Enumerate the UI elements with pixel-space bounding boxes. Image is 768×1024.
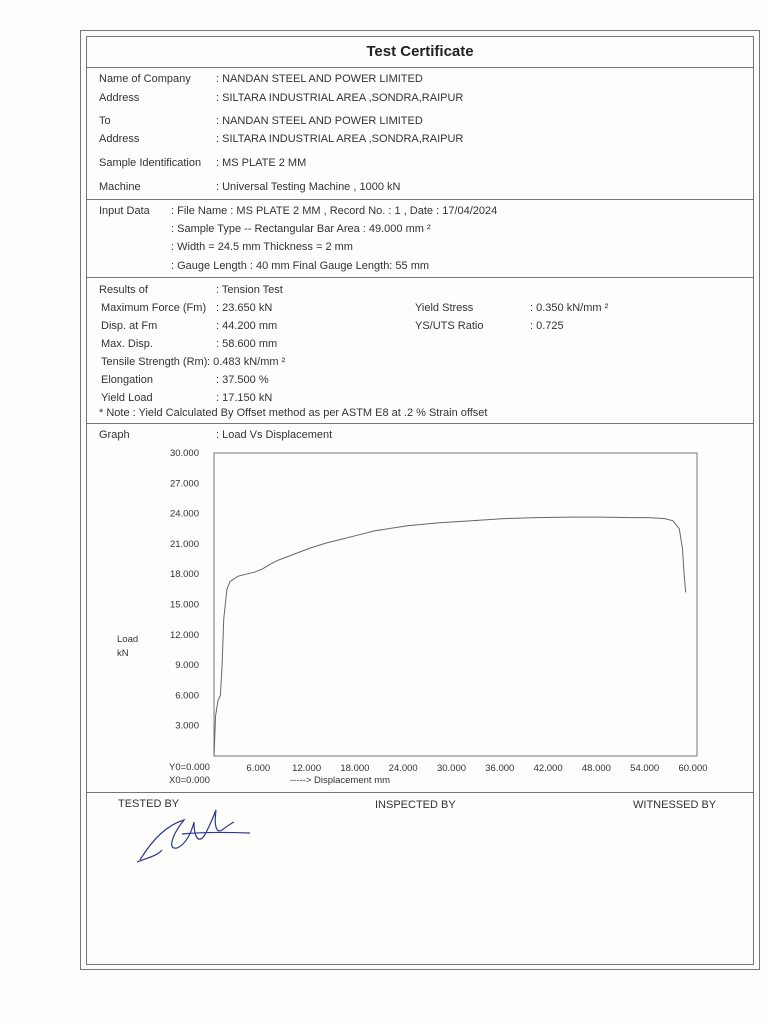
- y-tick-label: 15.000: [169, 599, 199, 611]
- x-tick-label: 48.000: [581, 763, 611, 774]
- tested-by-label: TESTED BY: [118, 798, 180, 810]
- x-origin-label: X0=0.000: [169, 775, 210, 786]
- result-row-value: : 23.650 kN: [216, 302, 273, 314]
- x-tick-label: 54.000: [630, 763, 660, 774]
- to-label: To: [99, 115, 111, 127]
- input-line-2: : Sample Type -- Rectangular Bar Area : 49.000 mm ²: [171, 223, 431, 235]
- divider: [86, 792, 754, 793]
- results-label: Results of: [99, 284, 148, 296]
- result-row-value: : 0.483 kN/mm ²: [207, 356, 286, 368]
- x-tick-label: 36.000: [485, 763, 515, 774]
- ratio-value: : 0.725: [530, 320, 564, 332]
- result-row-value: : 37.500 %: [216, 374, 269, 386]
- page-title: Test Certificate: [366, 43, 474, 60]
- y-tick-label: 24.000: [169, 508, 199, 520]
- x-tick-label: 42.000: [533, 763, 563, 774]
- sample-value: : MS PLATE 2 MM: [216, 157, 307, 169]
- result-row-label: Elongation: [101, 374, 153, 386]
- ratio-label: YS/UTS Ratio: [415, 320, 484, 332]
- result-row-value: : 17.150 kN: [216, 392, 273, 404]
- to-address-value: : SILTARA INDUSTRIAL AREA ,SONDRA,RAIPUR: [216, 133, 464, 145]
- plot-area-frame: [214, 453, 697, 756]
- graph-label: Graph: [99, 429, 130, 441]
- result-row-label: Tensile Strength (Rm): [101, 356, 208, 368]
- yield-stress-value: : 0.350 kN/mm ²: [530, 302, 609, 314]
- address-label: Address: [99, 92, 140, 104]
- company-label: Name of Company: [99, 73, 191, 85]
- y-tick-label: 3.000: [175, 720, 199, 732]
- x-tick-label: 12.000: [292, 763, 322, 774]
- signature: [132, 800, 262, 870]
- result-row-label: Disp. at Fm: [101, 320, 158, 332]
- input-line-3: : Width = 24.5 mm Thickness = 2 mm: [171, 241, 353, 253]
- x-tick-label: 60.000: [678, 763, 708, 774]
- graph-value: : Load Vs Displacement: [216, 429, 333, 441]
- yield-stress-label: Yield Stress: [415, 302, 474, 314]
- result-row-value: : 44.200 mm: [216, 320, 278, 332]
- result-row-label: Yield Load: [101, 392, 153, 404]
- to-address-label: Address: [99, 133, 140, 145]
- result-row-label: Max. Disp.: [101, 338, 153, 350]
- machine-value: : Universal Testing Machine , 1000 kN: [216, 181, 401, 193]
- sample-label: Sample Identification: [99, 157, 202, 169]
- y-tick-label: 12.000: [169, 629, 199, 641]
- y-tick-label: 30.000: [169, 448, 199, 459]
- result-row-label: Maximum Force (Fm): [101, 302, 207, 314]
- y-tick-label: 9.000: [175, 660, 199, 672]
- y-origin-label: Y0=0.000: [169, 762, 210, 773]
- y-tick-label: 6.000: [175, 690, 199, 702]
- y-tick-label: 27.000: [169, 478, 199, 490]
- x-tick-label: 18.000: [340, 763, 370, 774]
- input-label: Input Data: [99, 205, 150, 217]
- address-value: : SILTARA INDUSTRIAL AREA ,SONDRA,RAIPUR: [216, 92, 464, 104]
- company-value: : NANDAN STEEL AND POWER LIMITED: [216, 73, 423, 85]
- input-line-1: : File Name : MS PLATE 2 MM , Record No. : 1 , Date : 17/04/2024: [171, 205, 498, 217]
- y-axis-label-unit: kN: [117, 648, 129, 659]
- results-note: * Note : Yield Calculated By Offset method as per ASTM E8 at .2 % Strain offset: [99, 407, 488, 419]
- results-value: : Tension Test: [216, 284, 283, 296]
- witnessed-by-label: WITNESSED BY: [633, 799, 717, 811]
- input-line-4: : Gauge Length : 40 mm Final Gauge Length: 55 mm: [171, 260, 430, 272]
- x-tick-label: 24.000: [388, 763, 418, 774]
- machine-label: Machine: [99, 181, 141, 193]
- x-tick-label: 6.000: [246, 763, 271, 774]
- inspected-by-label: INSPECTED BY: [375, 799, 456, 811]
- y-axis-label-load: Load: [117, 634, 139, 645]
- to-value: : NANDAN STEEL AND POWER LIMITED: [216, 115, 423, 127]
- x-tick-label: 30.000: [436, 763, 467, 774]
- y-tick-label: 21.000: [169, 538, 199, 550]
- result-row-value: : 58.600 mm: [216, 338, 278, 350]
- x-axis-label: -----> Displacement mm: [290, 775, 391, 786]
- y-tick-label: 18.000: [169, 569, 199, 581]
- series-line: [214, 517, 686, 756]
